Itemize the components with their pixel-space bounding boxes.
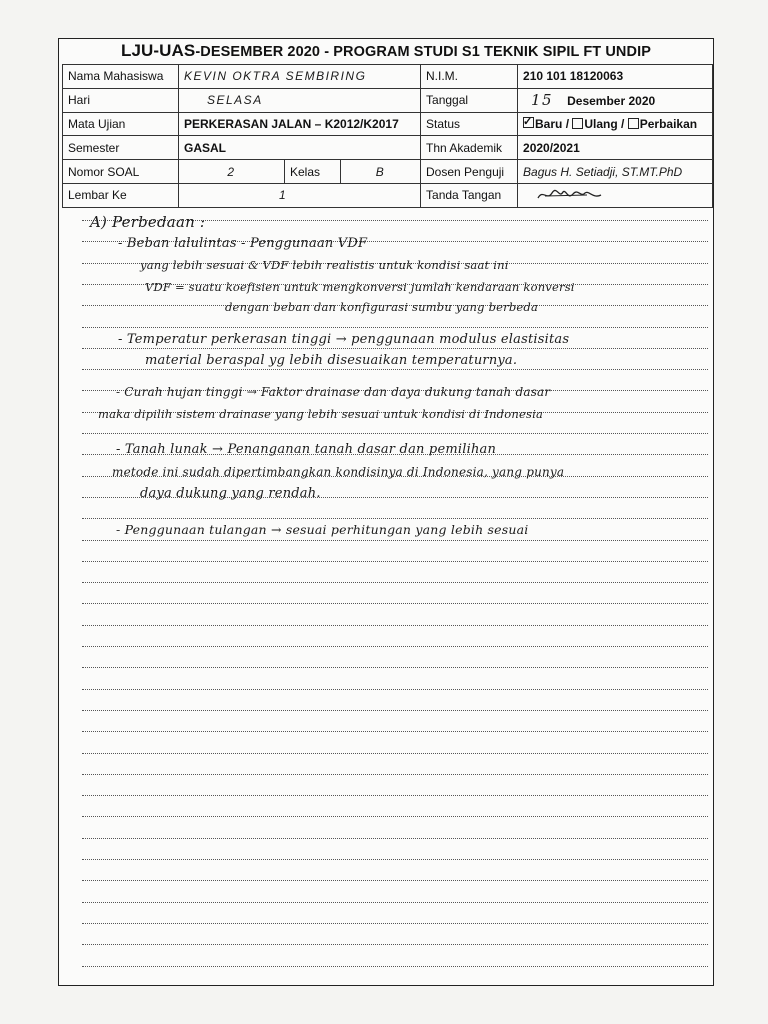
exam-title <box>58 40 714 62</box>
status-baru-label: Baru / <box>535 116 570 131</box>
semester-label: Semester <box>63 136 179 160</box>
answer-line: yang lebih sesuai & VDF lebih realistis untuk kondisi saat ini <box>140 258 509 272</box>
status-ulang-checkbox[interactable] <box>572 118 583 129</box>
tanggal-rest: Desember 2020 <box>567 94 656 109</box>
nama-label: Nama Mahasiswa <box>63 65 179 89</box>
ruled-line <box>82 774 708 775</box>
status-baru-checkbox[interactable] <box>523 117 534 128</box>
nama-value: KEVIN OKTRA SEMBIRING <box>179 65 421 89</box>
ruled-line <box>82 689 708 690</box>
ruled-line <box>82 753 708 754</box>
mata-value: PERKERASAN JALAN – K2012/K2017 <box>179 112 421 136</box>
hari-value: SELASA <box>179 88 421 112</box>
semester-value: GASAL <box>179 136 421 160</box>
ruled-line <box>82 966 708 967</box>
status-label: Status <box>421 112 518 136</box>
answer-line: metode ini sudah dipertimbangkan kondisinya di Indonesia, yang punya <box>112 465 565 479</box>
ruled-line <box>82 603 708 604</box>
tanggal-day: 15 <box>531 91 554 110</box>
ruled-line <box>82 816 708 817</box>
ruled-line <box>82 582 708 583</box>
status-perbaikan-checkbox[interactable] <box>628 118 639 129</box>
ruled-line <box>82 923 708 924</box>
status-options <box>518 112 713 136</box>
ruled-line <box>82 369 708 370</box>
answer-line: daya dukung yang rendah. <box>140 486 321 501</box>
dosen-label: Dosen Penguji <box>421 160 518 184</box>
status-ulang-label: Ulang / <box>584 116 625 131</box>
ruled-line <box>82 540 708 541</box>
answer-line: A) Perbedaan : <box>90 213 206 231</box>
ruled-line <box>82 944 708 945</box>
soal-value: 2 <box>179 160 285 184</box>
answer-line: - Penggunaan tulangan → sesuai perhitungan yang lebih sesuai <box>116 522 529 537</box>
lembar-label: Lembar Ke <box>63 183 179 207</box>
title-prefix: LJU-UAS <box>121 41 196 60</box>
ruled-line <box>82 880 708 881</box>
signature-image <box>535 187 605 203</box>
answer-line: - Tanah lunak → Penanganan tanah dasar dan pemilihan <box>116 442 497 457</box>
lembar-value: 1 <box>179 183 421 207</box>
answer-line: dengan beban dan konfigurasi sumbu yang berbeda <box>225 300 539 314</box>
ttd-label: Tanda Tangan <box>421 183 518 207</box>
ruled-line <box>82 646 708 647</box>
status-perbaikan-label: Perbaikan <box>639 116 698 131</box>
tanggal-value <box>518 88 713 112</box>
ruled-line <box>82 795 708 796</box>
signature-cell <box>518 183 713 207</box>
ruled-line <box>82 561 708 562</box>
kelas-label: Kelas <box>285 160 341 184</box>
tanggal-label: Tanggal <box>421 88 518 112</box>
nim-value: 210 101 18120063 <box>518 65 713 89</box>
mata-label: Mata Ujian <box>63 112 179 136</box>
ruled-line <box>82 902 708 903</box>
ruled-line <box>82 731 708 732</box>
ruled-line <box>82 348 708 349</box>
ruled-line <box>82 710 708 711</box>
title-rest: -DESEMBER 2020 - PROGRAM STUDI S1 TEKNIK SIPIL FT UNDIP <box>195 44 651 60</box>
answer-line: material beraspal yg lebih disesuaikan temperaturnya. <box>145 353 518 368</box>
dosen-value: Bagus H. Setiadji, ST.MT.PhD <box>518 160 713 184</box>
answer-line: - Curah hujan tinggi → Faktor drainase dan daya dukung tanah dasar <box>116 385 551 399</box>
soal-label: Nomor SOAL <box>63 160 179 184</box>
answer-line: - Temperatur perkerasan tinggi → penggunaan modulus elastisitas <box>118 332 570 347</box>
thn-label: Thn Akademik <box>421 136 518 160</box>
ruled-line <box>82 667 708 668</box>
ruled-line <box>82 327 708 328</box>
ruled-line <box>82 433 708 434</box>
hari-label: Hari <box>63 88 179 112</box>
ruled-line <box>82 838 708 839</box>
ruled-line <box>82 518 708 519</box>
thn-value: 2020/2021 <box>518 136 713 160</box>
answer-line: - Beban lalulintas - Penggunaan VDF <box>118 236 368 251</box>
nim-label: N.I.M. <box>421 65 518 89</box>
answer-line: VDF = suatu koefisien untuk mengkonversi jumlah kendaraan konversi <box>145 280 575 294</box>
ruled-line <box>82 625 708 626</box>
student-info-table <box>62 64 713 208</box>
kelas-value: B <box>341 160 421 184</box>
answer-line: maka dipilih sistem drainase yang lebih sesuai untuk kondisi di Indonesia <box>98 407 544 421</box>
ruled-line <box>82 859 708 860</box>
